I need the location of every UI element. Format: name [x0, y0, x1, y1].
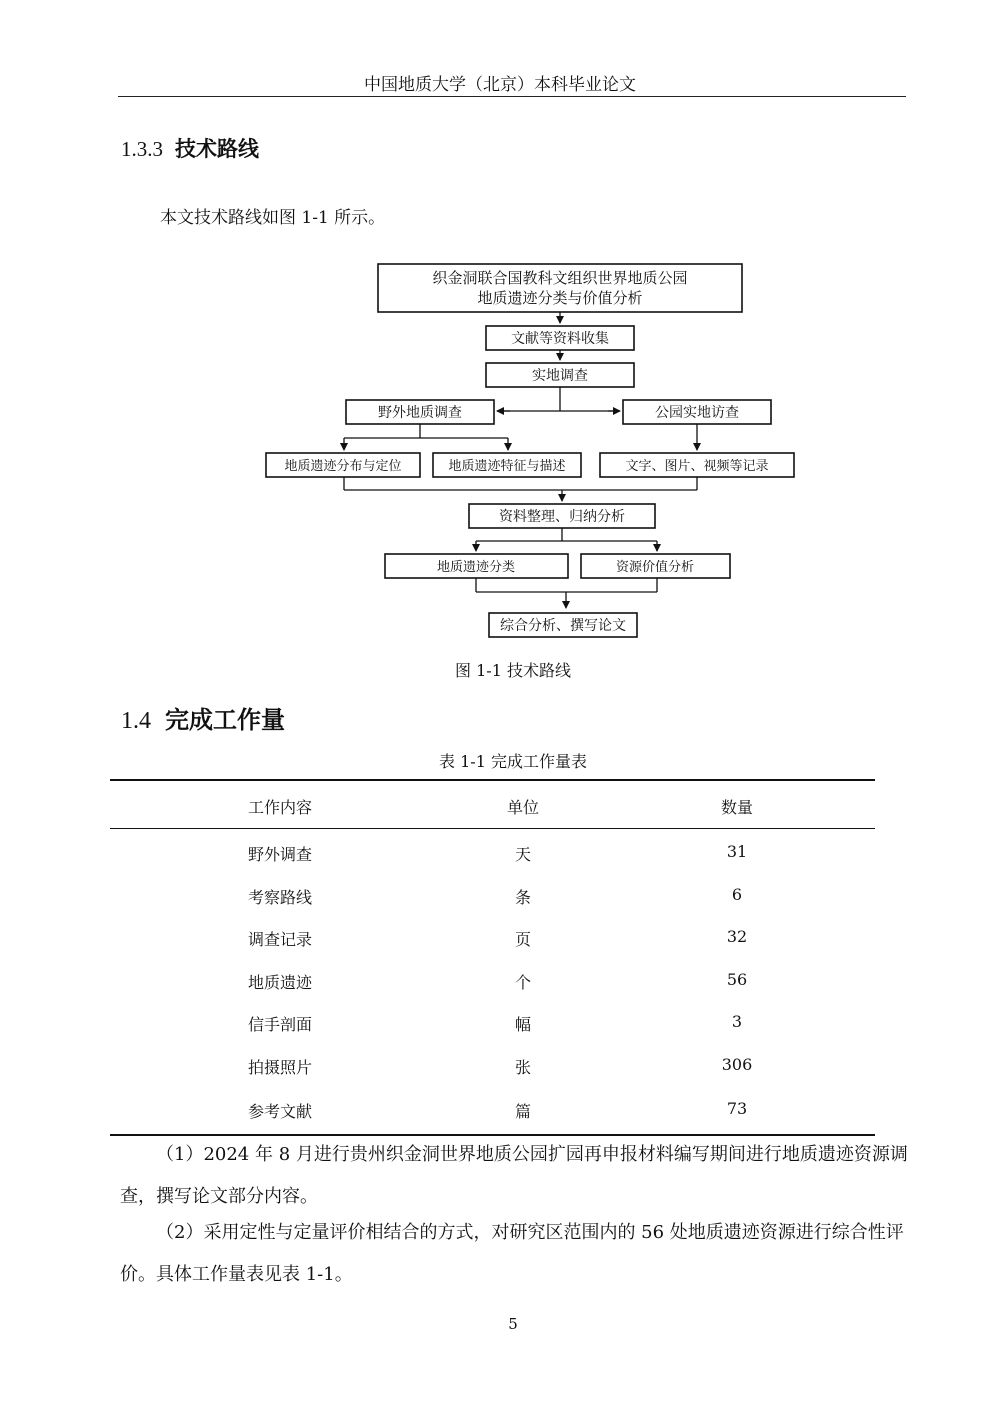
table-cell: 考察路线	[247, 888, 312, 907]
table-cell: 地质遗迹	[247, 973, 312, 992]
section-title: 技术路线	[175, 137, 259, 161]
table-cell: 条	[514, 888, 531, 907]
section-heading-1-4	[121, 700, 285, 735]
box-field-geo-label: 野外地质调查	[378, 405, 462, 421]
table-cell: 3	[731, 1012, 743, 1031]
body-paragraph: （1）2024 年 8 月进行贵州织金洞世界地质公园扩园再申报材料编写期间进行地质遗迹资源调查，撰写论文部分内容。	[120, 1144, 908, 1207]
section-number: 1.3.3	[121, 137, 163, 161]
box-synthesis-label: 综合分析、撰写论文	[500, 618, 626, 634]
technical-route-flowchart	[0, 0, 1000, 660]
section-number: 1.4	[121, 708, 151, 734]
table-cell: 32	[726, 927, 748, 946]
table-cell: 306	[721, 1055, 753, 1074]
table-top-rule	[110, 779, 875, 781]
table-cell: 调查记录	[247, 930, 312, 949]
running-header: 中国地质大学（北京）本科毕业论文	[364, 75, 636, 95]
table-cell: 页	[514, 930, 531, 949]
table-cell: 31	[726, 842, 748, 861]
table-cell: 73	[726, 1099, 748, 1118]
box-distribution-label: 地质遗迹分布与定位	[284, 459, 402, 474]
box-top-line1: 织金洞联合国教科文组织世界地质公园	[432, 269, 688, 287]
table-header-cell: 工作内容	[247, 798, 312, 817]
box-park-visit-label: 公园实地访查	[655, 405, 739, 421]
page-number: 5	[508, 1315, 518, 1333]
section-title: 完成工作量	[165, 706, 285, 734]
box-field-survey-label: 实地调查	[532, 368, 588, 384]
table-cell: 拍摄照片	[247, 1058, 312, 1077]
body-paragraph: （2）采用定性与定量评价相结合的方式，对研究区范围内的 56 处地质遗迹资源进行综合性评价。具体工作量表见表 1-1。	[120, 1222, 904, 1285]
box-classification-label: 地质遗迹分类	[436, 560, 516, 575]
table-header-cell: 单位	[506, 798, 539, 817]
table-cell: 6	[731, 885, 743, 904]
figure-caption: 图 1-1 技术路线	[455, 661, 571, 680]
box-features-label: 地质遗迹特征与描述	[448, 459, 566, 474]
table-header-cell: 数量	[720, 798, 753, 817]
table-cell: 信手剖面	[247, 1015, 312, 1034]
box-literature-label: 文献等资料收集	[511, 331, 609, 347]
box-organize-label: 资料整理、归纳分析	[499, 509, 625, 525]
table-cell: 幅	[514, 1015, 531, 1034]
table-cell: 篇	[514, 1102, 531, 1121]
table-cell: 个	[514, 973, 531, 992]
figure-reference-paragraph: 本文技术路线如图 1-1 所示。	[160, 208, 386, 228]
table-cell: 参考文献	[247, 1102, 312, 1121]
box-value-label: 资源价值分析	[615, 560, 695, 575]
table-cell: 56	[726, 970, 748, 989]
table-caption: 表 1-1 完成工作量表	[439, 752, 587, 771]
table-cell: 张	[514, 1058, 531, 1077]
table-cell: 野外调查	[247, 845, 312, 864]
table-header-rule	[110, 828, 875, 829]
box-records-label: 文字、图片、视频等记录	[625, 459, 769, 474]
table-cell: 天	[514, 845, 531, 864]
box-top-line2: 地质遗迹分类与价值分析	[477, 289, 643, 307]
